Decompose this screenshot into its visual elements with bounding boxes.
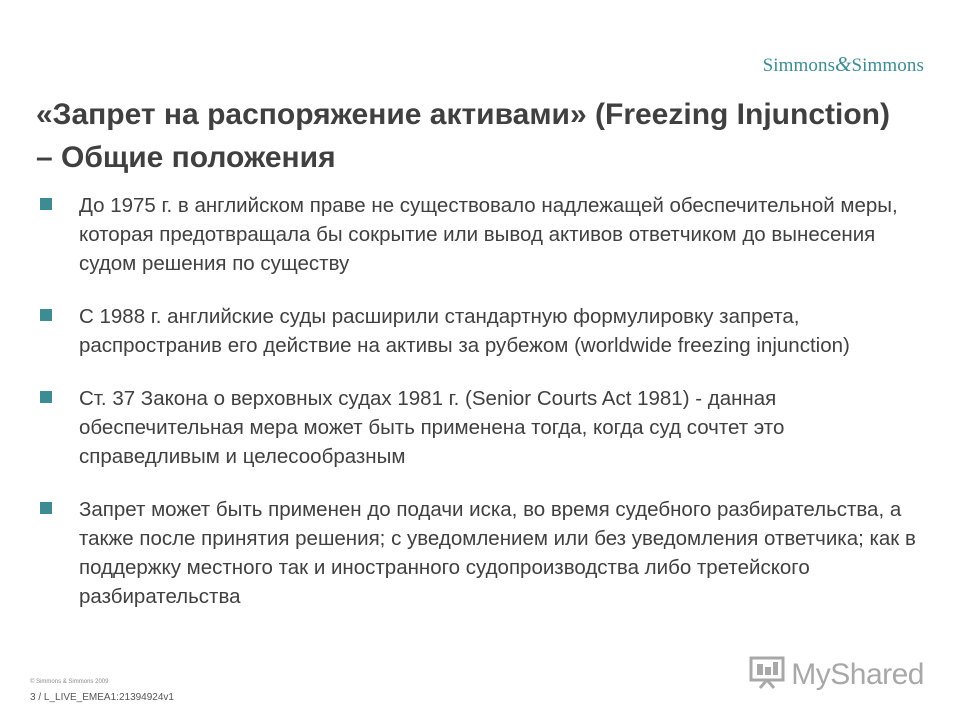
footer-copyright: © Simmons & Simmons 2009 (30, 679, 109, 685)
watermark-text: MyShared (791, 657, 924, 691)
bullet-item (38, 495, 918, 611)
logo-name-left: Simmons (762, 55, 836, 76)
footer-document-reference: 3 / L_LIVE_EMEA1:21394924v1 (30, 692, 174, 703)
bullet-text: До 1975 г. в английском праве не существовало надлежащей обеспечительной меры, которая предотвращала бы сокрытие или вывод активов ответчиком до вынесения судом решения по существу (79, 194, 898, 275)
square-bullet-icon (40, 502, 52, 514)
logo-ampersand: & (835, 52, 852, 76)
myshared-watermark (749, 655, 924, 694)
bullet-item (38, 191, 918, 278)
square-bullet-icon (40, 391, 52, 403)
bullet-text: Запрет может быть применен до подачи иска, во время судебного разбирательства, а также после принятия решения; с уведомлением или без уведомления ответчика; как в поддержку местного так и иностранного судопроизводства либо третейского разбирательства (79, 498, 916, 608)
bullet-text: Ст. 37 Закона о верховных судах 1981 г. (Senior Courts Act 1981) - данная обеспечительная мера может быть применена тогда, когда суд сочтет это справедливым и целесообразным (79, 387, 785, 468)
presentation-board-icon (749, 655, 785, 694)
bullet-item (38, 302, 918, 360)
brand-logo (763, 52, 924, 77)
bullet-text: С 1988 г. английские суды расширили стандартную формулировку запрета, распространив его действие на активы за рубежом (worldwide freezing injunction) (79, 305, 850, 357)
square-bullet-icon (40, 198, 52, 210)
slide-title: «Запрет на распоряжение активами» (Freezing Injunction) – Общие положения (36, 98, 890, 174)
square-bullet-icon (40, 309, 52, 321)
logo-name-right: Simmons (851, 55, 924, 76)
bullet-item (38, 384, 918, 471)
bullet-list (38, 191, 918, 635)
